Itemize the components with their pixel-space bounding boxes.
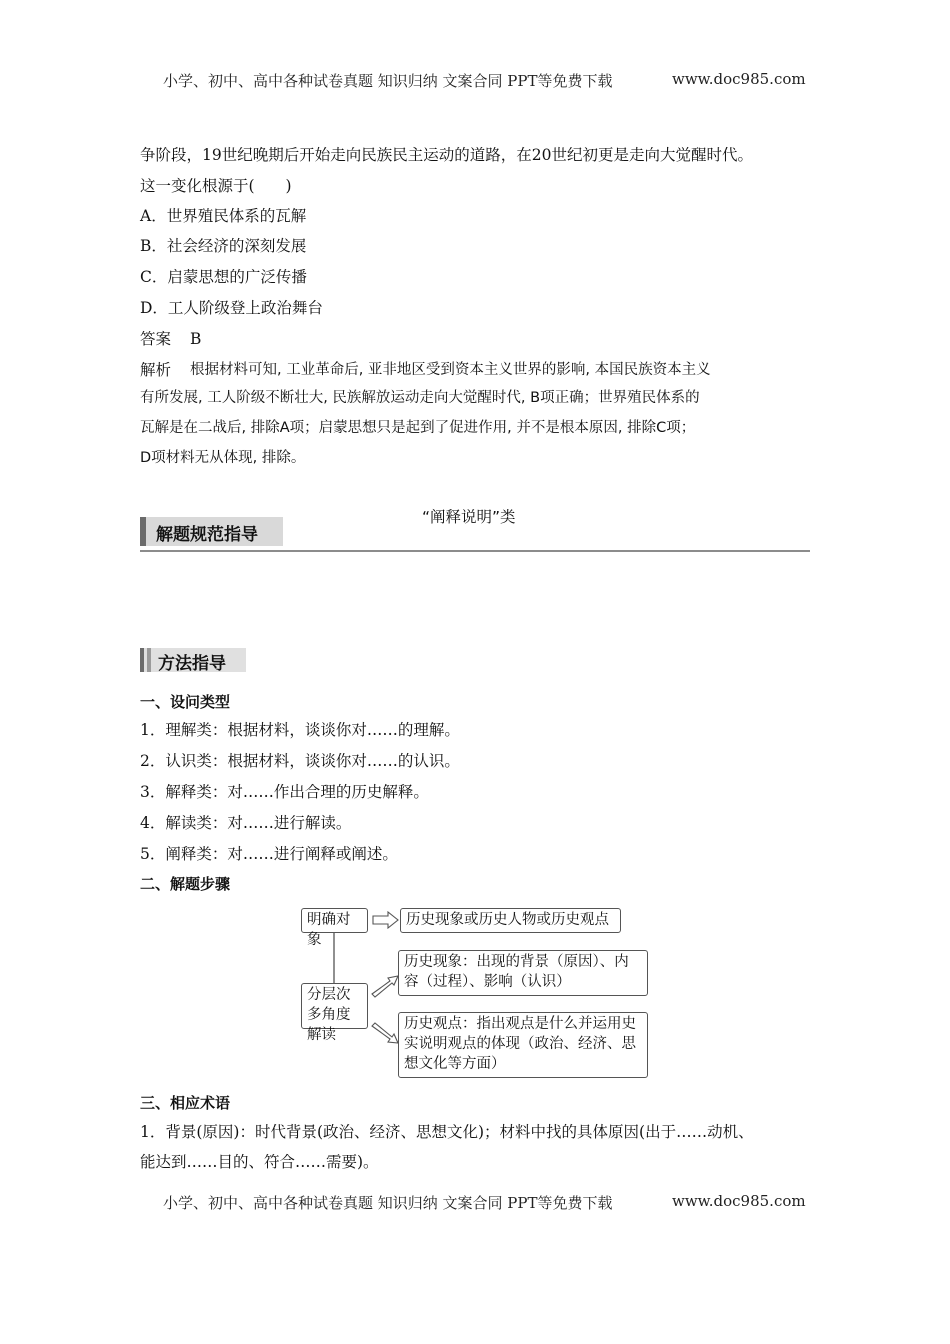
flow-box-identify-target: 历史现象或历史人物或历史观点	[400, 908, 621, 933]
footer-site[interactable]: www.doc985.com	[672, 1192, 806, 1210]
flow-box-multi: 分层次多角度解读	[301, 983, 368, 1029]
header-site[interactable]: www.doc985.com	[672, 70, 806, 88]
option-a: A．世界殖民体系的瓦解	[140, 207, 307, 225]
section-title: 解题规范指导	[156, 525, 258, 545]
part1-item-4: 4．解读类：对……进行解读。	[140, 814, 352, 832]
part2-title: 二、解题步骤	[140, 875, 231, 893]
term1-line-1: 1．背景(原因)：时代背景(政治、经济、思想文化)；材料中找的具体原因(出于……动机、	[140, 1123, 754, 1141]
option-d: D．工人阶级登上政治舞台	[140, 299, 323, 317]
term1-line-2: 能达到……目的、符合……需要)。	[140, 1153, 379, 1171]
analysis-line-4: D项材料无从体现, 排除。	[140, 450, 306, 466]
analysis-line-3: 瓦解是在二战后, 排除A项；启蒙思想只是起到了促进作用, 并不是根本原因, 排除C项；	[140, 420, 696, 436]
arrow-right-icon	[373, 912, 398, 928]
flow-box-identify: 明确对象	[301, 908, 368, 933]
arrow-up-right-icon	[372, 976, 398, 997]
part1-item-3: 3．解释类：对……作出合理的历史解释。	[140, 783, 429, 801]
question-line-1: 争阶段，19世纪晚期后开始走向民族民主运动的道路，在20世纪初更是走向大觉醒时代。	[140, 146, 753, 164]
analysis-line-1: 根据材料可知, 工业革命后, 亚非地区受到资本主义世界的影响, 本国民族资本主义	[190, 362, 711, 378]
option-b: B．社会经济的深刻发展	[140, 237, 307, 255]
flow-box-phenomenon: 历史现象：出现的背景（原因）、内容（过程）、影响（认识）	[398, 950, 648, 996]
analysis-line-2: 有所发展, 工人阶级不断壮大, 民族解放运动走向大觉醒时代, B项正确；世界殖民体系的	[140, 390, 700, 406]
part1-item-5: 5．阐释类：对……进行阐释或阐述。	[140, 845, 398, 863]
part1-item-1: 1．理解类：根据材料，谈谈你对……的理解。	[140, 721, 460, 739]
answer-label: 答案	[140, 330, 172, 348]
answer-value: B	[190, 330, 202, 348]
arrow-down-right-icon	[372, 1023, 398, 1043]
method-title: 方法指导	[158, 654, 226, 674]
footer-text: 小学、初中、高中各种试卷真题 知识归纳 文案合同 PPT等免费下载	[163, 1194, 613, 1212]
option-c: C．启蒙思想的广泛传播	[140, 268, 307, 286]
section-subtitle: “阐释说明”类	[422, 508, 516, 526]
header-text: 小学、初中、高中各种试卷真题 知识归纳 文案合同 PPT等免费下载	[163, 72, 613, 90]
part3-title: 三、相应术语	[140, 1094, 231, 1112]
flow-box-viewpoint: 历史观点：指出观点是什么并运用史实说明观点的体现（政治、经济、思想文化等方面）	[398, 1012, 648, 1078]
part1-item-2: 2．认识类：根据材料，谈谈你对……的认识。	[140, 752, 460, 770]
analysis-label: 解析	[140, 361, 172, 379]
question-line-2: 这一变化根源于( )	[140, 177, 292, 195]
part1-title: 一、设问类型	[140, 693, 231, 711]
